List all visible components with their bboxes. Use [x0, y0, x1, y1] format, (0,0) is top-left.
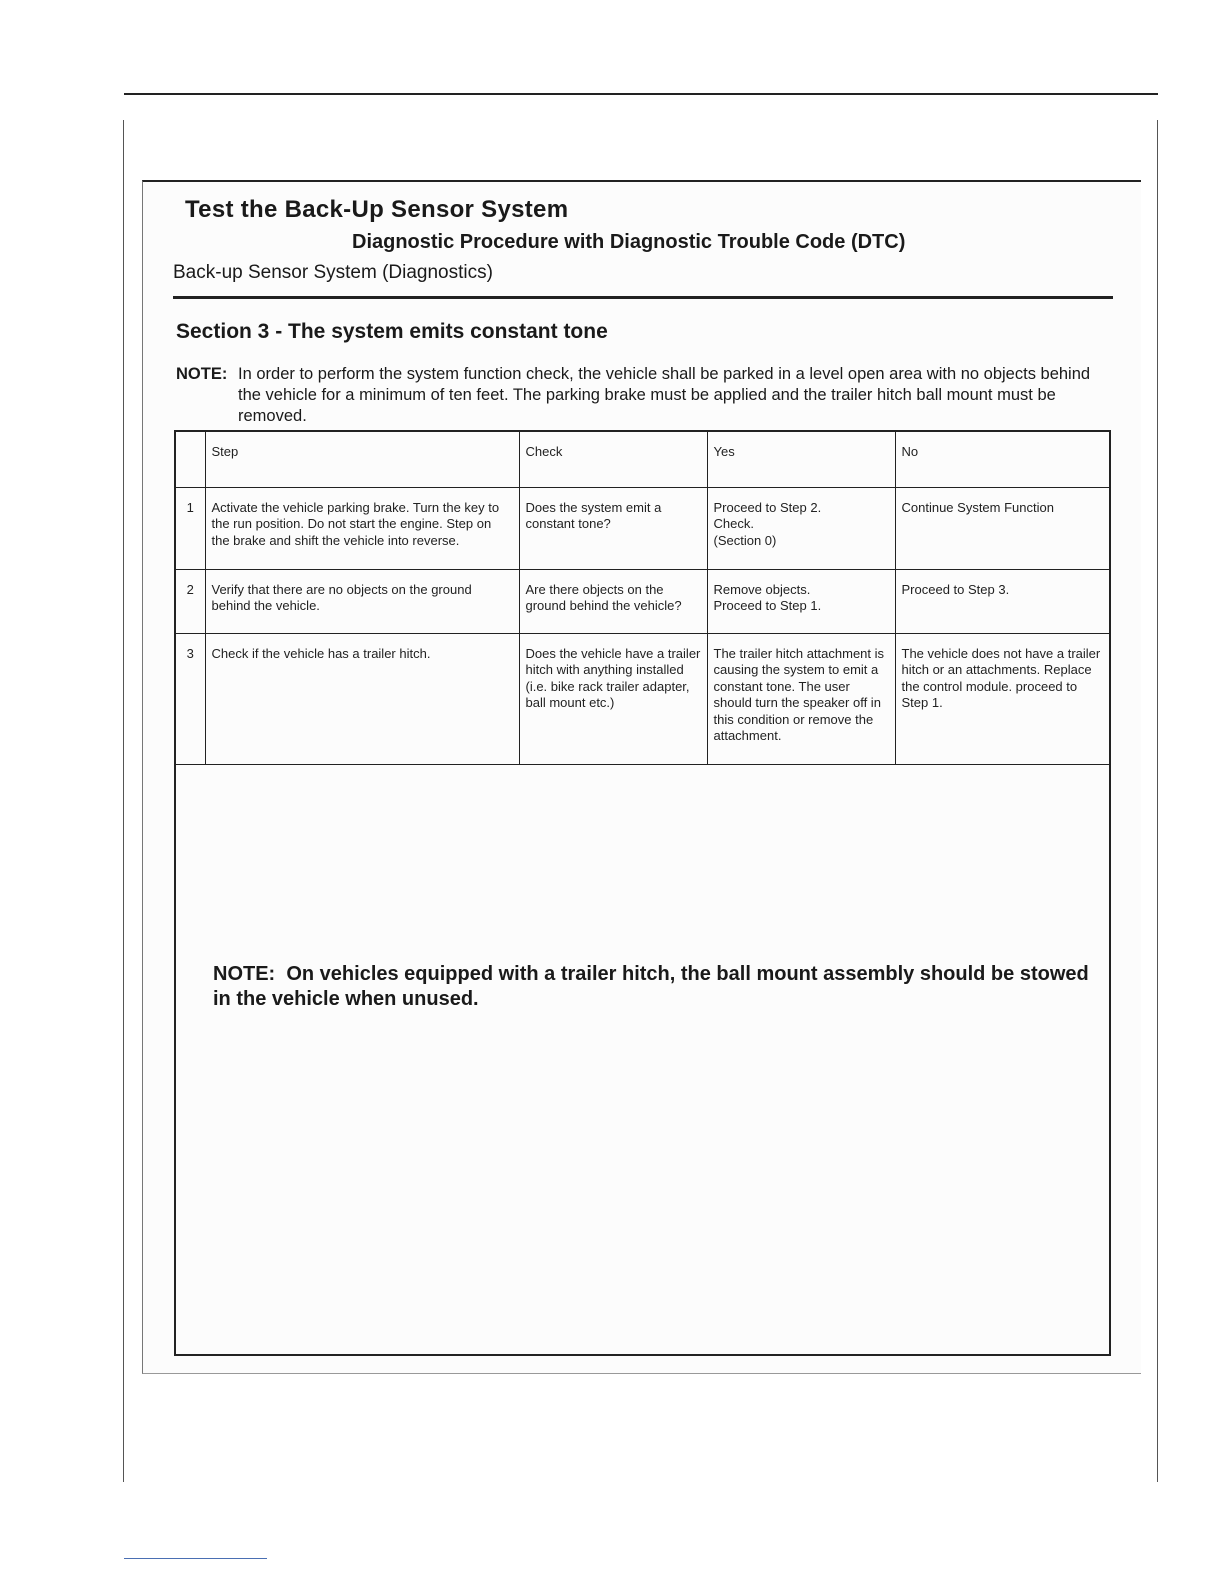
note-text: In order to perform the system function check, the vehicle shall be parked in a level open area with no objects behind the vehicle for a minimum of ten feet. The parking brake must be applied and the trailer hitch ball mount must be removed.	[238, 365, 1091, 425]
header-number	[176, 432, 205, 488]
diagnostic-table	[176, 432, 1109, 765]
function-check-note	[176, 364, 1106, 427]
header-check: Check	[519, 432, 707, 488]
note-label: NOTE:	[176, 365, 228, 383]
footer-rule	[124, 1558, 267, 1559]
step-number: 1	[176, 488, 205, 570]
diagnostic-table-box	[174, 430, 1111, 1356]
yes-line: Check.	[713, 516, 754, 532]
bottom-note-text: On vehicles equipped with a trailer hitch, the ball mount assembly should be stowed in the vehicle when unused.	[213, 963, 1089, 1010]
table-row	[176, 570, 1109, 634]
step-no: Proceed to Step 3.	[895, 570, 1109, 634]
right-margin-line	[1157, 120, 1158, 1482]
step-number: 3	[176, 634, 205, 765]
procedure-subtitle: Diagnostic Procedure with Diagnostic Trouble Code (DTC)	[352, 231, 906, 253]
step-yes	[707, 570, 895, 634]
header-yes: Yes	[707, 432, 895, 488]
yes-line: Remove objects.	[713, 582, 811, 597]
header-no: No	[895, 432, 1109, 488]
table-header-row	[176, 432, 1109, 488]
ball-mount-note	[213, 962, 1093, 1012]
yes-line: Proceed to Step 2.	[713, 500, 822, 515]
step-no: Continue System Function	[895, 488, 1109, 570]
section-heading: Section 3 - The system emits constant tone	[176, 320, 608, 343]
step-action: Check if the vehicle has a trailer hitch.	[205, 634, 519, 765]
step-number: 2	[176, 570, 205, 634]
table-row	[176, 634, 1109, 765]
page-title: Test the Back-Up Sensor System	[185, 196, 569, 223]
title-divider	[173, 296, 1113, 299]
system-context: Back-up Sensor System (Diagnostics)	[173, 262, 493, 283]
step-action: Activate the vehicle parking brake. Turn the key to the run position. Do not start the engine. Step on the brake and shift the vehicle into reverse.	[205, 488, 519, 570]
page-header-rule	[124, 93, 1158, 95]
step-check: Does the vehicle have a trailer hitch with anything installed (i.e. bike rack trailer adapter, ball mount etc.)	[519, 634, 707, 765]
step-check: Are there objects on the ground behind the vehicle?	[519, 570, 707, 634]
header-step: Step	[205, 432, 519, 488]
yes-line: Proceed to Step 1.	[713, 598, 822, 614]
step-check: Does the system emit a constant tone?	[519, 488, 707, 570]
table-row	[176, 488, 1109, 570]
step-no: The vehicle does not have a trailer hitch or an attachments. Replace the control module. proceed to Step 1.	[895, 634, 1109, 765]
step-yes: The trailer hitch attachment is causing the system to emit a constant tone. The user should turn the speaker off in this condition or remove the attachment.	[707, 634, 895, 765]
procedure-panel	[142, 180, 1141, 1374]
step-yes	[707, 488, 895, 570]
yes-line: (Section 0)	[713, 532, 777, 548]
bottom-note-label: NOTE:	[213, 963, 276, 985]
left-margin-line	[123, 120, 124, 1482]
step-action: Verify that there are no objects on the ground behind the vehicle.	[205, 570, 519, 634]
